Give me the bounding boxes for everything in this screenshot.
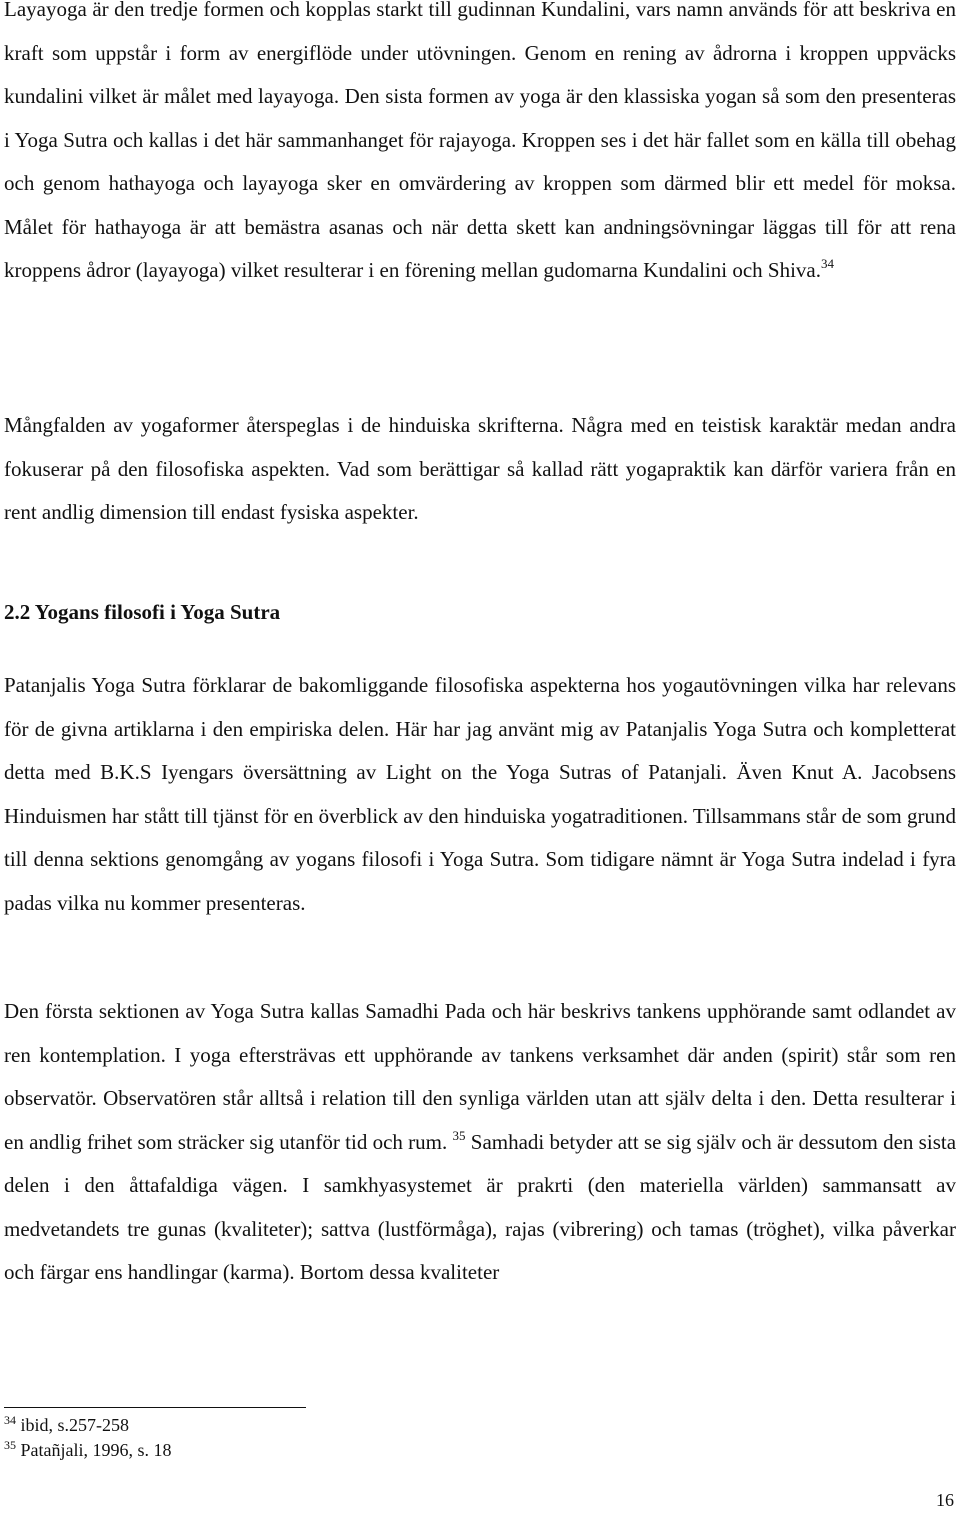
paragraph-samadhi-pada (4, 990, 956, 1295)
section-heading: 2.2 Yogans filosofi i Yoga Sutra (4, 600, 281, 624)
paragraph-patanjali: Patanjalis Yoga Sutra förklarar de bakomliggande filosofiska aspekterna hos yogautövningen vilka har relevans för de givna artiklarna i den empiriska delen. Här har jag använt mig av Patanjalis Yoga Sutra och kompletterat detta med B.K.S Iyengars översättning av Light on the Yoga Sutras of Patanjali. Även Knut A. Jacobsens Hinduismen har stått till tjänst för en överblick av den hinduiska yogatraditionen. Tillsammans står de som grund till denna sektions genomgång av yogans filosofi i Yoga Sutra. Som tidigare nämnt är Yoga Sutra indelad i fyra padas vilka nu kommer presenteras. (4, 673, 956, 915)
footnote-35 (4, 1438, 172, 1463)
footnotes (4, 1413, 172, 1463)
footnote-number: 35 (4, 1438, 16, 1452)
footnote-34 (4, 1413, 172, 1438)
footnote-text: Patañjali, 1996, s. 18 (20, 1440, 172, 1460)
paragraph-text: Layayoga är den tredje formen och kopplas starkt till gudinnan Kundalini, vars namn används för att beskriva en kraft som uppstår i form av energiflöde under utövningen. Genom en rening av ådrorna i kroppen uppväcks kundalini vilket är målet med layayoga. Den sista formen av yoga är den klassiska yogan så som den presenteras i Yoga Sutra och kallas i det här sammanhanget för rajayoga. Kroppen ses i det här fallet som en källa till obehag och genom hathayoga och layayoga sker en omvärdering av kroppen som därmed blir ett medel för moksa. Målet för hathayoga är att bemästra asanas och när detta skett kan andningsövningar läggas till för att rena kroppens ådror (layayoga) vilket resulterar i en förening mellan gudomarna Kundalini och Shiva. (4, 0, 956, 282)
paragraph-text: Den första sektionen av Yoga Sutra kallas Samadhi Pada och här beskrivs tankens upphörande samt odlandet av ren kontemplation. I yoga eftersträvas ett upphörande av tankens verksamhet där anden (spirit) står som ren observatör. Observatören står alltså i relation till den synliga världen utan att själv delta i den. Detta resulterar i en andlig frihet som sträcker sig utanför tid och rum. (4, 999, 956, 1154)
footnote-divider (4, 1407, 306, 1408)
footnote-number: 34 (4, 1413, 16, 1427)
paragraph-yogaformer: Mångfalden av yogaformer återspeglas i de hinduiska skrifterna. Några med en teistisk karaktär medan andra fokuserar på den filosofiska aspekten. Vad som berättigar så kallad rätt yogapraktik kan därför variera från en rent andlig dimension till endast fysiska aspekter. (4, 413, 956, 524)
footnote-reference: 35 (452, 1127, 466, 1143)
paragraph-text: Samhadi betyder att se sig själv och är dessutom den sista delen i den åttafaldiga vägen. I samkhyasystemet är prakrti (den materiella världen) sammansatt av medvetandets tre gunas (kvaliteter); sattva (lustförmåga), rajas (vibrering) och tamas (tröghet), vilka påverkar och färgar ens handlingar (karma). Bortom dessa kvaliteter (4, 1129, 957, 1284)
footnote-text: ibid, s.257-258 (20, 1415, 130, 1435)
paragraph-layayoga (4, 0, 956, 293)
page-number: 16 (936, 1490, 954, 1510)
footnote-reference: 34 (821, 256, 834, 271)
